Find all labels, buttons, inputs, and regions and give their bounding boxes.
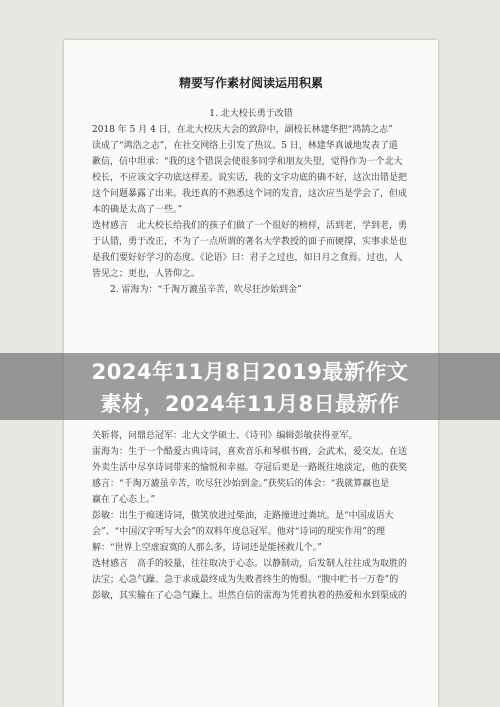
text-line: 彭敏：出生于痴迷诗词，傲笑放进过柴油，走路撞进过粪坑。是“中国成语大: [92, 511, 394, 521]
text-line: 彭敏，其实输在了心急气躁上。坦然自信的雷海为凭着执着的热爱和水到渠成的: [92, 591, 408, 601]
text-line: 是我们要好好学习的态度。《论语》曰：君子之过也，如日月之食焉。过也，人: [92, 253, 403, 263]
text-line: 读成了“鸿浩之志”，在社交网络上引发了热议。5 日，林建华真诚地发表了道: [92, 141, 398, 151]
banner-line-1: 2024年11月8日2019最新作文: [91, 360, 409, 384]
body-text-top: [92, 122, 414, 298]
text-line: 于认错，勇于改正，不为了一点所谓的著名大学教授的面子而硬撑，实事求是也: [92, 237, 408, 247]
banner-line-2: 素材，2024年11月8日最新作: [100, 392, 400, 416]
text-line: 皆见之；更也，人皆仰之。: [92, 269, 201, 279]
title-banner: [0, 353, 500, 420]
text-line: 选材感言 高手的较量，往往取决于心态。以静制动，后发制人往往成为取胜的: [92, 559, 408, 569]
text-line: 感言：“千淘万漉虽辛苦，吹尽狂沙始到金。”获奖后的体会：“我就算赢也是: [92, 479, 390, 489]
text-line: 赢在了心态上。”: [92, 495, 156, 505]
text-line: 本的确是太高了一些。”: [92, 205, 183, 215]
text-line: 2018 年 5 月 4 日，在北大校庆大会的致辞中，副校长林建华把“鸿鹄之志”: [92, 125, 393, 135]
text-line: 解：“世界上空虚寂寞的人那么多，诗词还是能拯救几个。”: [92, 543, 322, 553]
text-line: 这个问题暴露了出来。我还真的不熟悉这个词的发音，这次应当是学会了，但成: [92, 189, 408, 199]
text-line: 雷海为：生于一个酷爱古典诗词，喜欢音乐和琴棋书画，会武术，爱交友。在送: [92, 447, 408, 457]
text-line: 法宝；心急气躁、急于求成最终成为失败者终生的悔恨。“腹中贮书一万卷”的: [92, 575, 399, 585]
text-line: 2. 雷海为：“千淘万漉虽辛苦，吹尽狂沙始到金”: [92, 285, 302, 295]
document-title: 精要写作素材阅读运用积累: [178, 76, 323, 90]
body-text-bottom: [92, 428, 414, 604]
text-line: 会”、“中国汉字听写大会”的双料年度总冠军。他对“诗词的现实作用”的理: [92, 527, 386, 537]
text-line: 歉信，信中坦承：“我的这个错误会使很多同学和朋友失望，觉得作为一个北大: [92, 157, 403, 167]
text-line: 外卖生活中尽享诗词带来的愉悦和幸福。夺冠后更是一路既往地淡定，他的获奖: [92, 463, 408, 473]
text-line: 关斩将，问鼎总冠军：北大文学硕士、《诗刊》编辑彭敏获得亚军。: [92, 431, 358, 441]
text-line: 选材感言 北大校长给我们的孩子们做了一个很好的榜样，活到老，学到老，勇: [92, 221, 408, 231]
section-heading: 1. 北大校长勇于改错: [209, 109, 293, 119]
text-line: 校长，不应该文字功底这样差。说实话，我的文字功底的确不好，这次出错是把: [92, 173, 408, 183]
